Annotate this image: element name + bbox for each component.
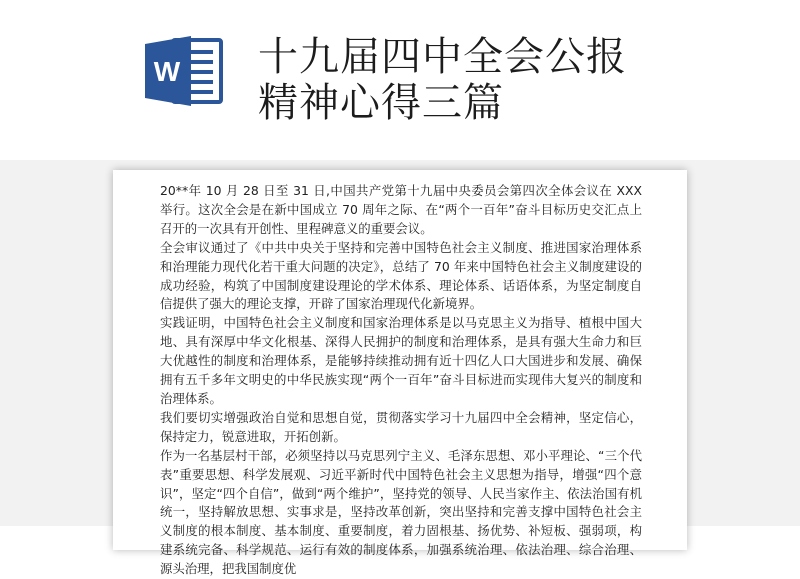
paragraph-3: 实践证明，中国特色社会主义制度和国家治理体系是以马克思主义为指导、植根中国大地、具有深厚中华文化根基、深得人民拥护的制度和治理体系，是具有强大生命力和巨大优越性的制度和治理体系，是能够持续推动拥有近十四亿人口大国进步和发展、确保拥有五千多年文明史的中华民族实现“两个一百年”奋斗目标进而实现伟大复兴的制度和治理体系。 (160, 315, 642, 406)
word-document-icon (145, 32, 223, 110)
paragraph-4: 我们要切实增强政治自觉和思想自觉，贯彻落实学习十九届四中全会精神，坚定信心，保持定力，锐意进取，开拓创新。 (160, 409, 642, 444)
paragraph-2: 全会审议通过了《中共中央关于坚持和完善中国特色社会主义制度、推进国家治理体系和治理能力现代化若干重大问题的决定》，总结了 70 年来中国特色社会主义制度建设的成功经验，构筑了中国制度建设理论的学术体系、理论体系、话语体系，为坚定制度自信提供了强大的理论支撑，开辟了国家治理现代化新境界。 (160, 239, 642, 312)
header (0, 0, 800, 160)
document-page-preview (113, 170, 687, 577)
paragraph-5: 作为一名基层村干部，必须坚持以马克思列宁主义、毛泽东思想、邓小平理论、“三个代表”重要思想、科学发展观、习近平新时代中国特色社会主义思想为指导，增强“四个意识”，坚定“四个自信”，做到“两个维护”，坚持党的领导、人民当家作主、依法治国有机统一，坚持解放思想、实事求是，坚持改革创新，突出坚持和完善支撑中国特色社会主义制度的根本制度、基本制度、重要制度，着力固根基、扬优势、补短板、强弱项，构建系统完备、科学规范、运行有效的制度体系，加强系统治理、依法治理、综合治理、源头治理，把我国制度优 (160, 447, 642, 577)
document-title (258, 34, 778, 126)
paragraph-1: 20**年 10 月 28 日至 31 日,中国共产党第十九届中央委员会第四次全体会议在 XXX 举行。这次全会是在新中国成立 70 周年之际、在“两个一百年”奋斗目标历史交汇点上召开的一次具有开创性、里程碑意义的重要会议。 (160, 183, 642, 236)
word-icon-letter: W (153, 56, 181, 87)
document-body (160, 182, 642, 579)
title-line-1: 十九届四中全会公报 (258, 34, 627, 80)
title-line-2: 精神心得三篇 (258, 80, 504, 126)
